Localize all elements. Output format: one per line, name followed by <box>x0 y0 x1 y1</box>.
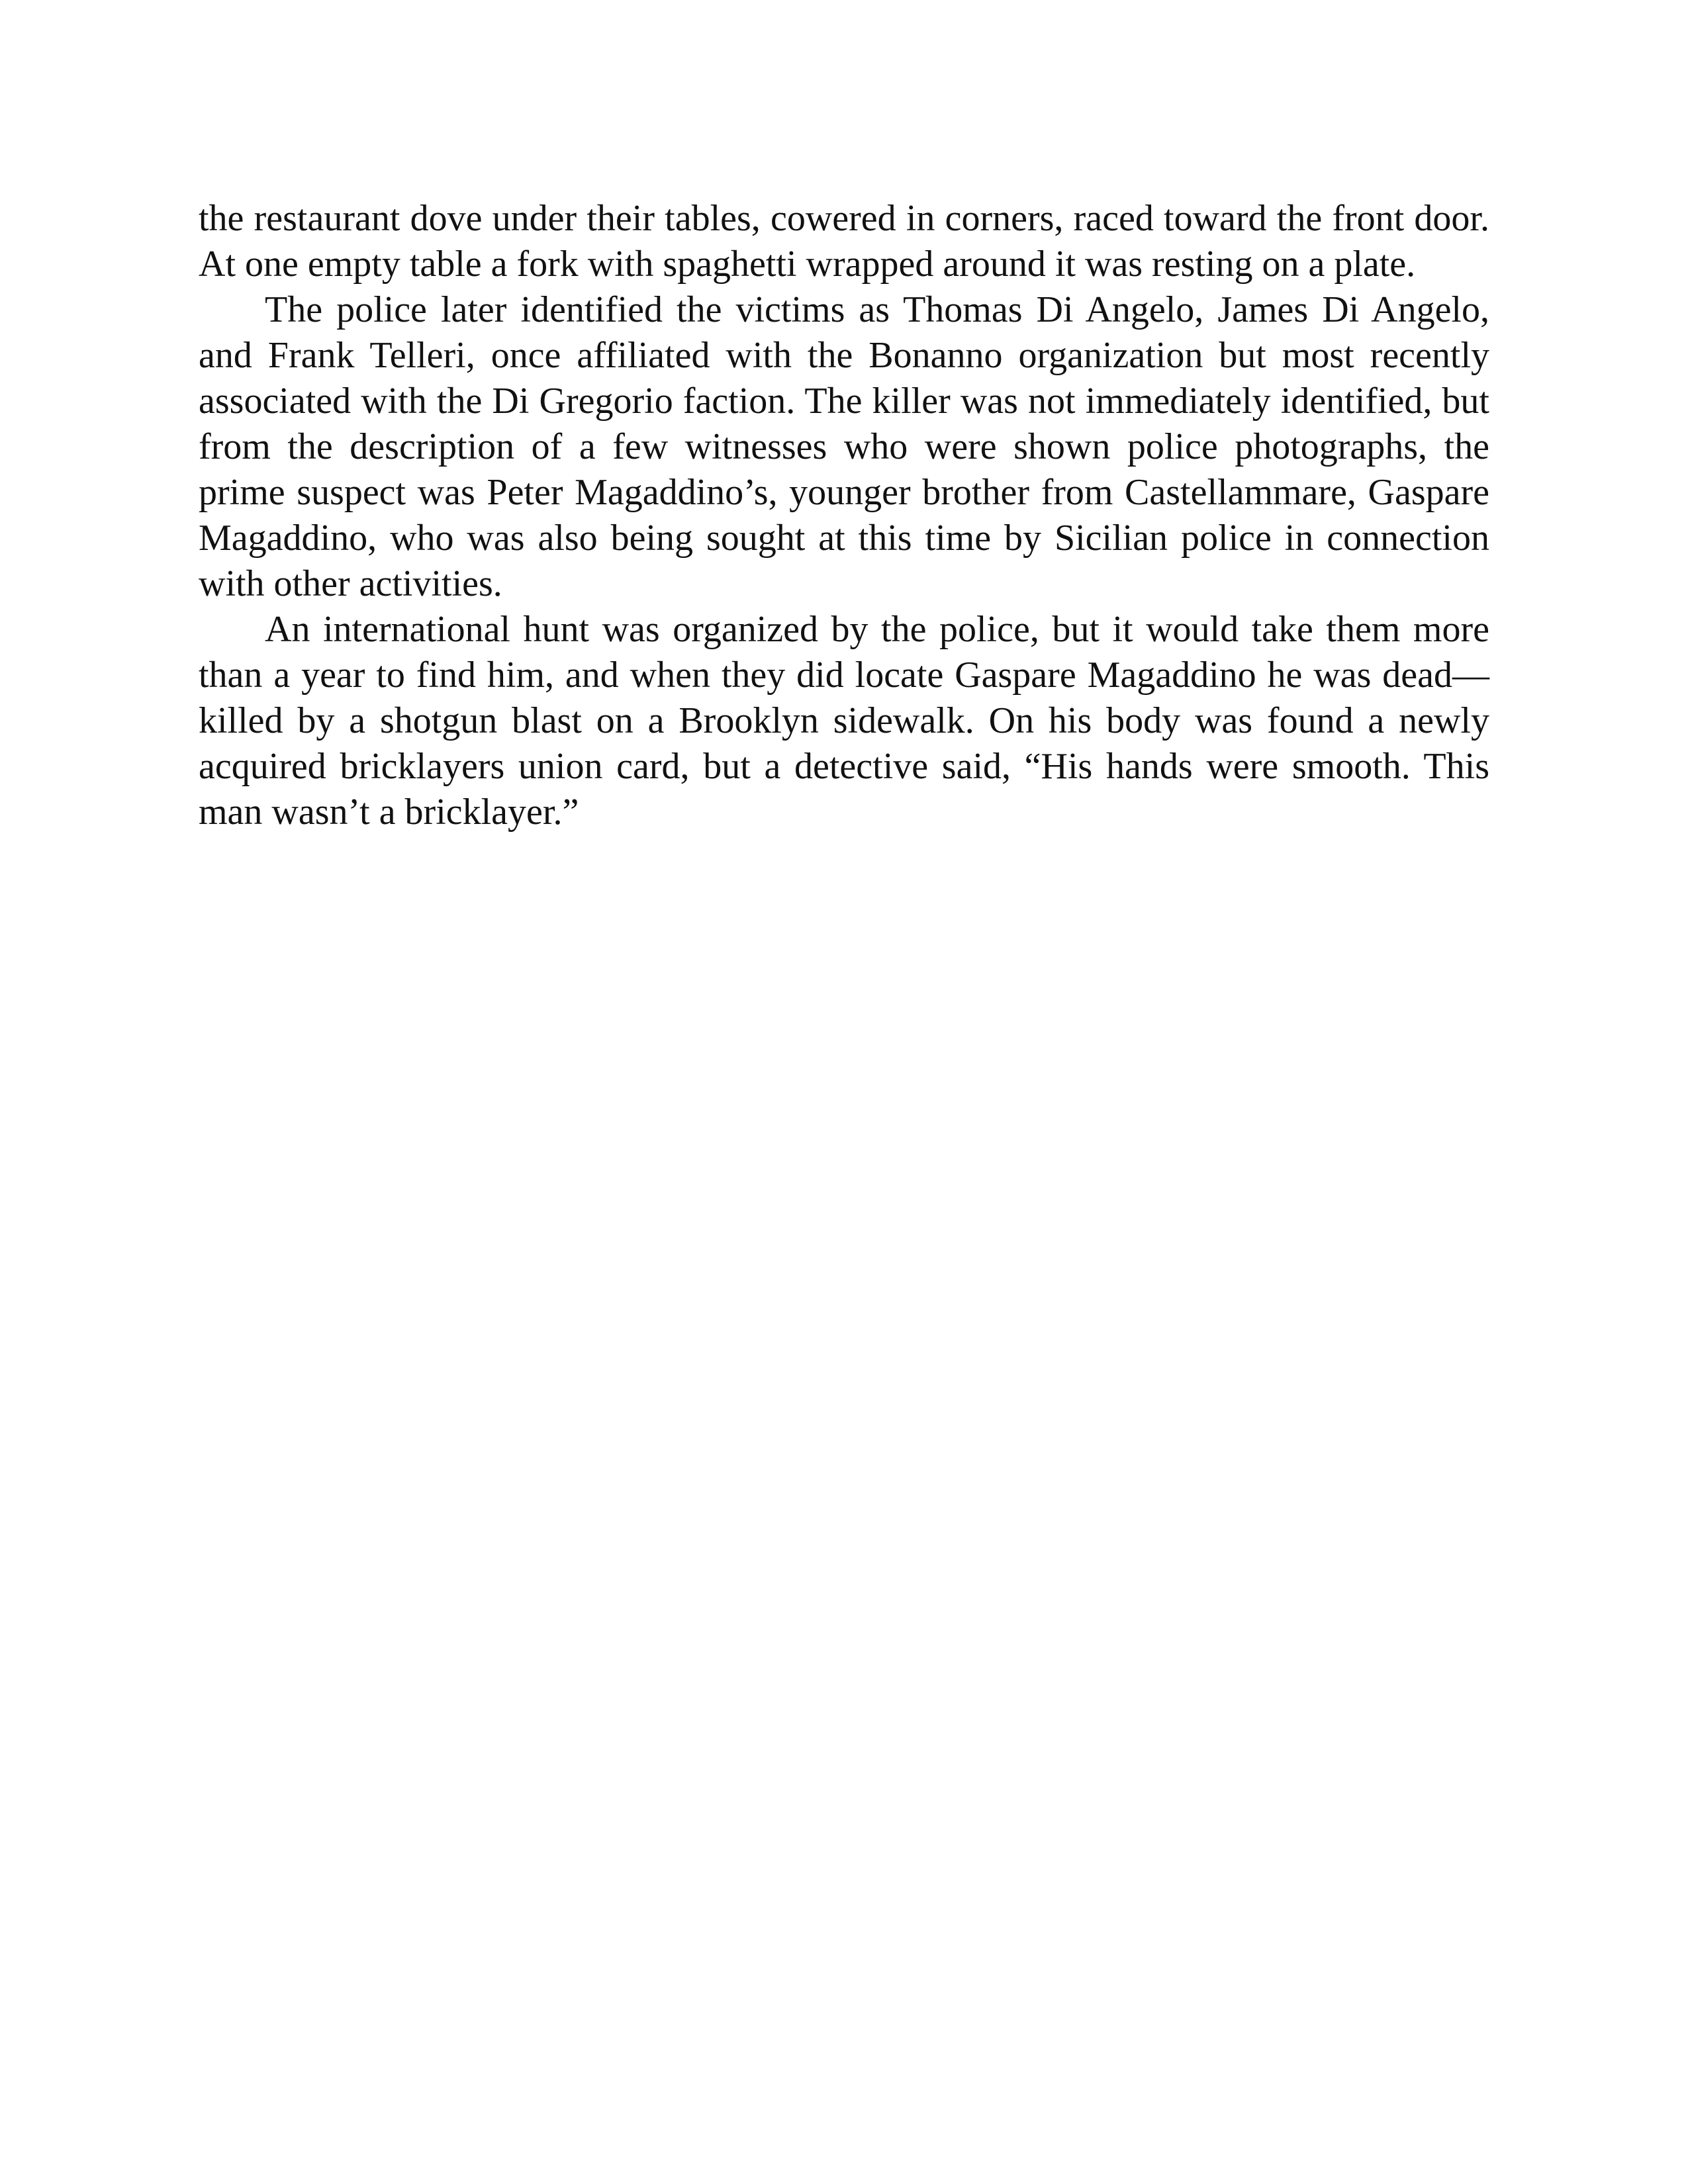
paragraph-victims: The police later identified the victims as Thomas Di Angelo, James Di Angelo, and Frank Telleri, once affiliated with the Bonanno organization but most recently associated with the Di Gregorio faction. The killer was not immediately identified, but from the description of a few witnesses who were shown police photographs, the prime suspect was Peter Magaddino’s, younger brother from Castellammare, Gaspare Magaddino, who was also being sought at this time by Sicilian police in connection with other activities. <box>199 289 1489 604</box>
paragraph-continuation: the restaurant dove under their tables, cowered in corners, raced toward the front door. At one empty table a fork with spaghetti wrapped around it was resting on a plate. <box>199 198 1489 285</box>
paragraph-hunt: An international hunt was organized by the police, but it would take them more than a year to find him, and when they did locate Gaspare Magaddino he was dead—killed by a shotgun blast on a Brooklyn sidewalk. On his body was found a newly acquired bricklayers union card, but a detective said, “His hands were smooth. This man wasn’t a bricklayer.” <box>199 609 1489 833</box>
page-body <box>199 196 1489 835</box>
